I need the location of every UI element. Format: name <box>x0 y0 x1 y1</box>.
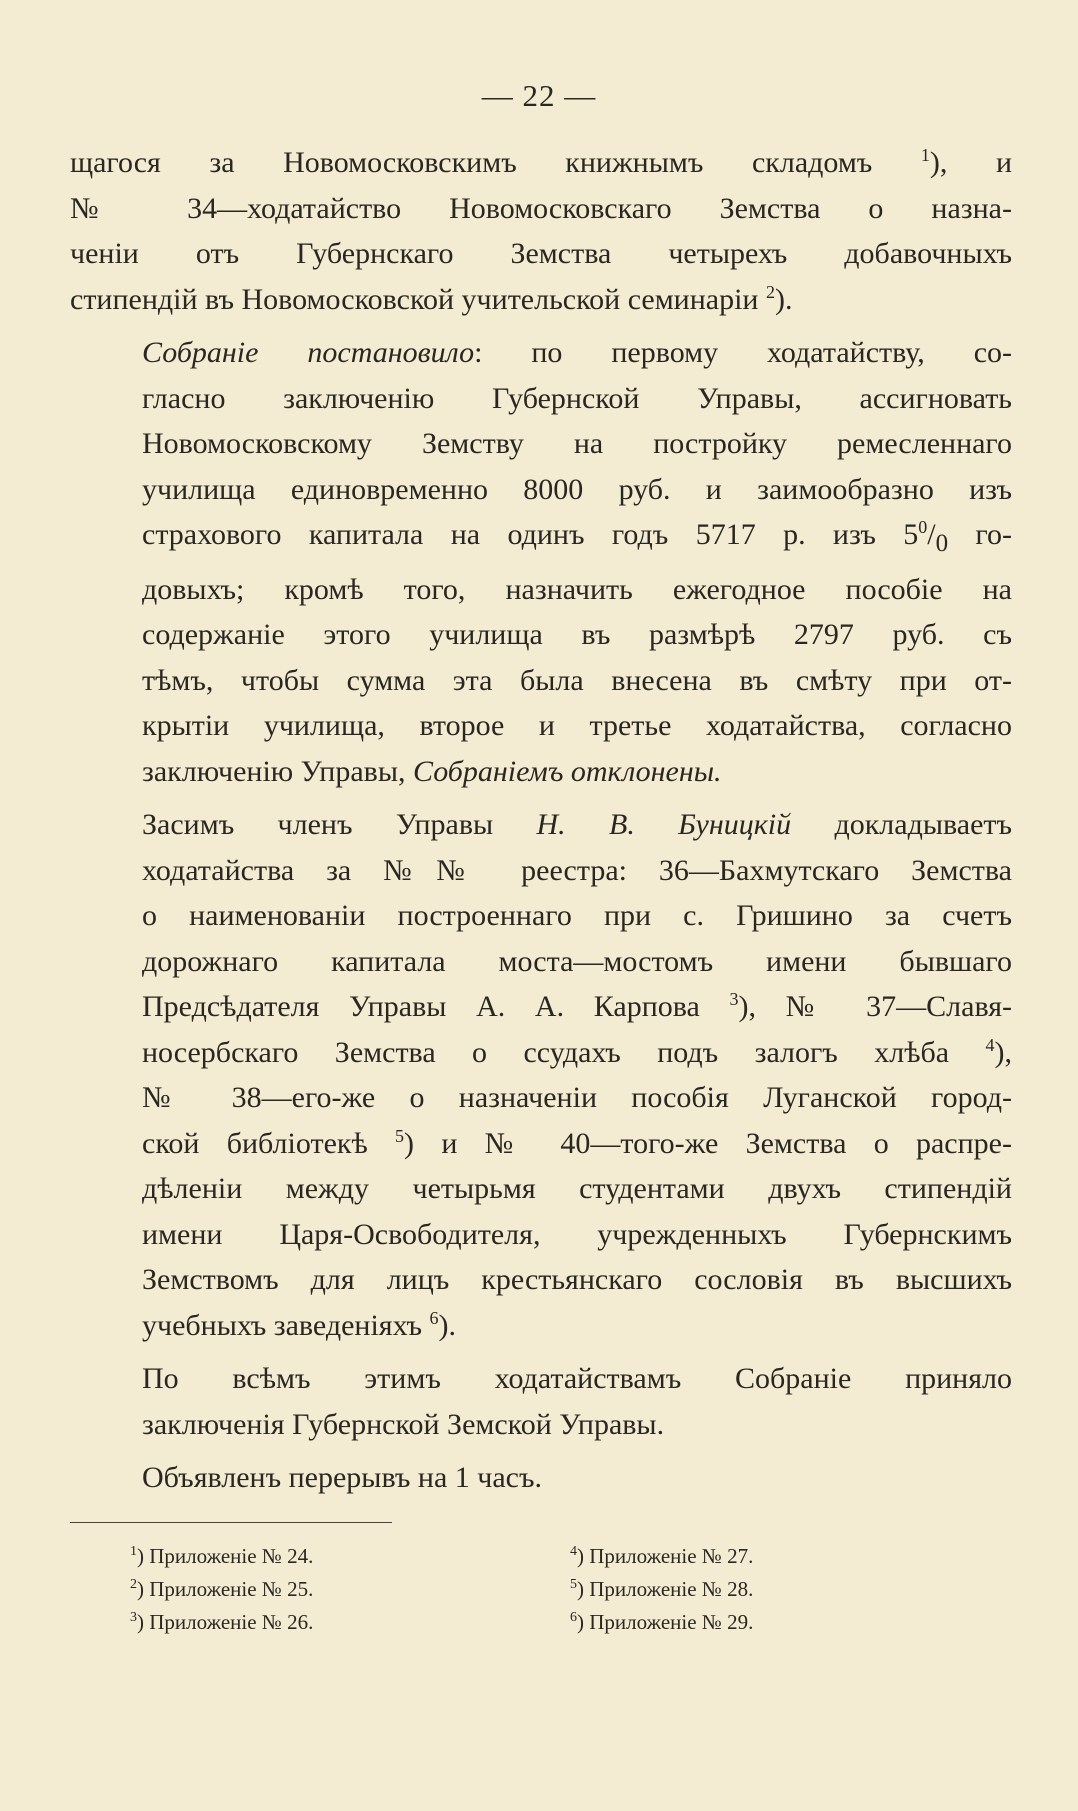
paragraph <box>70 330 1012 794</box>
footnote-mark: 4 <box>570 1544 577 1559</box>
text-run: имени Царя-Освободителя, учрежденныхъ Губернскимъ <box>142 1217 1012 1251</box>
text-line <box>70 330 1012 376</box>
text-line <box>70 1455 1012 1501</box>
text-run: тѣмъ, чтобы сумма эта была внесена въ смѣту при от- <box>142 663 1012 697</box>
text-run: стипендій въ Новомосковской учительской семинаріи <box>70 282 766 316</box>
footnote-item <box>130 1540 313 1573</box>
text-line <box>70 939 1012 985</box>
text-run: носербскаго Земства о ссудахъ подъ залогъ хлѣба <box>142 1035 986 1069</box>
text-run: довыхъ; кромѣ того, назначить ежегодное пособіе на <box>142 572 1012 606</box>
footnote-text: ) Приложеніе № 24. <box>137 1544 314 1568</box>
text-line <box>70 984 1012 1030</box>
footnote-marker: 1 <box>920 145 930 165</box>
text-run: училища единовременно 8000 руб. и заимообразно изъ <box>142 472 1012 506</box>
footnote-item <box>570 1573 753 1606</box>
text-run: содержаніе этого училища въ размѣрѣ 2797 руб. съ <box>142 618 1012 651</box>
footnote-marker: 3 <box>729 989 739 1009</box>
text-line <box>70 1166 1012 1212</box>
paragraph <box>70 140 1012 322</box>
text-run: Предсѣдателя Управы А. А. Карпова <box>142 990 730 1023</box>
text-line <box>70 1030 1012 1076</box>
paragraph <box>70 802 1012 1348</box>
text-run: заключенію Управы, <box>142 754 413 788</box>
footnotes-left-column <box>130 1540 313 1639</box>
text-run: ), и <box>929 146 1012 179</box>
text-run: страхового капитала на одинъ годъ 5717 р. изъ 5 <box>142 518 919 551</box>
body-text <box>70 140 1012 1501</box>
italic-text: Собраніемъ отклонены. <box>412 754 722 788</box>
text-run: дѣленіи между четырьмя студентами двухъ стипендій <box>142 1172 1012 1205</box>
text-line <box>70 802 1012 848</box>
footnote-mark: 1 <box>130 1544 137 1559</box>
text-line <box>70 1121 1012 1167</box>
footnote-divider <box>70 1522 392 1523</box>
text-line <box>70 1402 1012 1448</box>
text-line <box>70 1075 1012 1121</box>
footnote-marker: 6 <box>429 1307 439 1328</box>
footnotes-right-column <box>570 1540 753 1639</box>
text-line <box>70 703 1012 749</box>
text-line <box>70 612 1012 658</box>
text-run: 0 <box>935 530 949 557</box>
text-line <box>70 376 1012 422</box>
italic-text: Собраніе постановило <box>142 336 475 369</box>
footnote-item <box>570 1540 753 1573</box>
footnote-item <box>130 1573 313 1606</box>
text-run: ), № 37—Славя- <box>738 990 1012 1023</box>
text-run: ), <box>994 1035 1012 1069</box>
text-line <box>70 467 1012 513</box>
footnote-text: ) Приложеніе № 25. <box>137 1577 314 1601</box>
footnote-mark: 2 <box>130 1577 137 1592</box>
text-run: ). <box>438 1308 456 1342</box>
text-line <box>70 1257 1012 1303</box>
footnote-text: ) Приложеніе № 29. <box>577 1610 754 1634</box>
text-line <box>70 231 1012 277</box>
page-number: — 22 — <box>481 78 597 113</box>
text-run: Новомосковскому Земству на постройку ремесленнаго <box>142 427 1012 460</box>
footnote-item <box>130 1606 313 1639</box>
text-run: ) и № 40—того-же Земства о распре- <box>404 1126 1012 1160</box>
text-run: : по первому ходатайству, со- <box>474 336 1012 369</box>
text-line <box>70 749 1012 795</box>
footnote-marker: 5 <box>395 1125 405 1146</box>
footnote-mark: 5 <box>570 1577 577 1592</box>
text-line <box>70 512 1012 567</box>
text-line <box>70 1303 1012 1349</box>
text-run: крытіи училища, второе и третье ходатайства, согласно <box>142 709 1012 742</box>
text-line <box>70 186 1012 232</box>
text-run: По всѣмъ этимъ ходатайствамъ Собраніе приняло <box>142 1362 1012 1395</box>
footnote-text: ) Приложеніе № 28. <box>577 1577 754 1601</box>
text-line <box>70 893 1012 939</box>
footnote-mark: 6 <box>570 1610 577 1625</box>
footnote-mark: 3 <box>130 1610 137 1625</box>
footnote-marker: 4 <box>985 1034 995 1055</box>
text-line <box>70 140 1012 186</box>
footnote-text: ) Приложеніе № 26. <box>137 1610 314 1634</box>
text-run: ской библіотекѣ <box>142 1126 396 1160</box>
text-run: го- <box>948 518 1012 551</box>
text-run: № 34—ходатайство Новомосковскаго Земства о назна- <box>70 191 1012 225</box>
footnote-item <box>570 1606 753 1639</box>
text-line <box>70 567 1012 613</box>
text-run: Засимъ членъ Управы <box>142 808 537 841</box>
text-run: Объявленъ перерывъ на 1 часъ. <box>142 1461 542 1494</box>
paragraph <box>70 1356 1012 1447</box>
text-line <box>70 658 1012 704</box>
footnote-text: ) Приложеніе № 27. <box>577 1544 754 1568</box>
text-run: Земствомъ для лицъ крестьянскаго сословія въ высшихъ <box>142 1263 1012 1296</box>
text-run: гласно заключенію Губернской Управы, ассигновать <box>142 381 1012 415</box>
text-run: о наименованіи построеннаго при с. Гришино за счетъ <box>142 899 1012 932</box>
text-run: ченіи отъ Губернскаго Земства четырехъ добавочныхъ <box>70 237 1012 270</box>
text-run: заключенія Губернской Земской Управы. <box>142 1407 665 1441</box>
italic-text: Н. В. Буницкій <box>536 808 792 841</box>
text-run: дорожнаго капитала моста—мостомъ имени бывшаго <box>142 944 1012 978</box>
footnote-marker: 0 <box>918 517 928 537</box>
paragraph <box>70 1455 1012 1501</box>
footnote-marker: 2 <box>766 281 775 302</box>
text-line <box>70 848 1012 894</box>
text-run: щагося за Новомосковскимъ книжнымъ складомъ <box>70 146 921 179</box>
text-line <box>70 421 1012 467</box>
text-line <box>70 1212 1012 1258</box>
text-run: докладываетъ <box>791 808 1013 841</box>
text-run: ходатайства за №№ реестра: 36—Бахмутскаго Земства <box>142 853 1012 887</box>
text-line <box>70 277 1012 323</box>
text-run: № 38—его-же о назначеніи пособія Луганской город- <box>142 1081 1012 1114</box>
text-run: ). <box>775 282 793 316</box>
text-line <box>70 1356 1012 1402</box>
text-run: / <box>927 518 936 551</box>
text-run: учебныхъ заведеніяхъ <box>142 1308 430 1342</box>
